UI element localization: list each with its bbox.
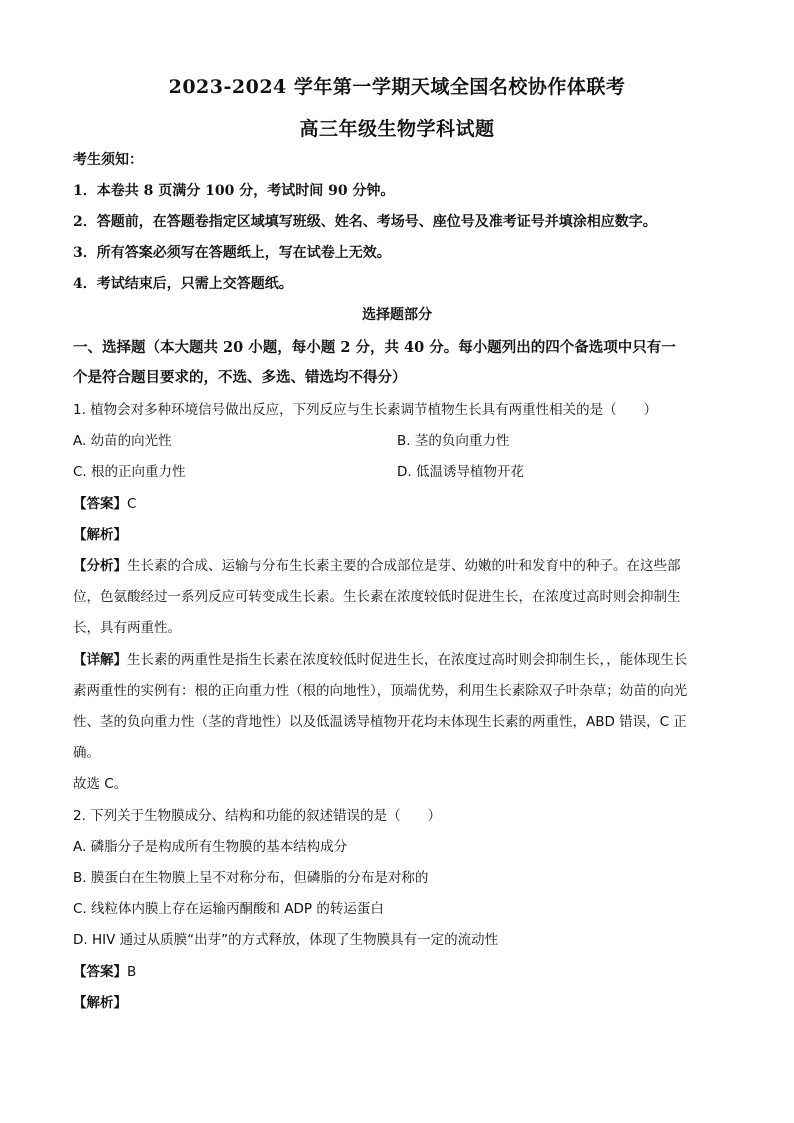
q1-fenxi-line2: 位，色氨酸经过一系列反应可转变成生长素。生长素在浓度较低时促进生长，在浓度过高时则会抑制生 bbox=[73, 589, 681, 605]
q2-answer bbox=[73, 962, 733, 982]
q1-answer bbox=[73, 494, 733, 514]
notice-item-3: 3．所有答案必须写在答题纸上，写在试卷上无效。 bbox=[73, 245, 391, 261]
q1-option-d: D. 低温诱导植物开花 bbox=[397, 464, 524, 480]
answer-value: C bbox=[127, 496, 137, 512]
q1-conclusion: 故选 C。 bbox=[73, 776, 128, 792]
section-instruction-line1: 一、选择题（本大题共 20 小题，每小题 2 分，共 40 分。每小题列出的四个备选项中只有一 bbox=[73, 339, 676, 356]
notice-item-4: 4．考试结束后，只需上交答题纸。 bbox=[73, 276, 293, 292]
notice-heading: 考生须知： bbox=[73, 152, 143, 168]
exam-subtitle: 高三年级生物学科试题 bbox=[299, 118, 495, 140]
q2-analysis-tag: 【解析】 bbox=[73, 995, 127, 1011]
q1-xiangjie-line4: 确。 bbox=[73, 745, 100, 761]
q1-xiangjie-line2: 素两重性的实例有：根的正向重力性（根的向地性），顶端优势，利用生长素除双子叶杂草；幼苗的向光 bbox=[73, 683, 688, 699]
q1-xiangjie-line1 bbox=[73, 650, 733, 670]
q2-option-c: C. 线粒体内膜上存在运输丙酮酸和 ADP 的转运蛋白 bbox=[73, 901, 384, 917]
answer-tag: 【答案】 bbox=[73, 496, 127, 512]
xiangjie-tag: 【详解】 bbox=[73, 652, 127, 668]
q1-analysis-tag: 【解析】 bbox=[73, 527, 127, 543]
q1-stem: 1. 植物会对多种环境信号做出反应，下列反应与生长素调节植物生长具有两重性相关的是（ ） bbox=[73, 402, 658, 418]
section-instruction-line2: 个是符合题目要求的，不选、多选、错选均不得分） bbox=[73, 369, 407, 386]
q1-fenxi-line1 bbox=[73, 556, 733, 576]
fenxi-text: 生长素的合成、运输与分布生长素主要的合成部位是芽、幼嫩的叶和发育中的种子。在这些部 bbox=[127, 558, 681, 574]
q2-option-d: D. HIV 通过从质膜“出芽”的方式释放，体现了生物膜具有一定的流动性 bbox=[73, 932, 499, 948]
q2-option-b: B. 膜蛋白在生物膜上呈不对称分布，但磷脂的分布是对称的 bbox=[73, 870, 429, 886]
notice-item-1: 1．本卷共 8 页满分 100 分，考试时间 90 分钟。 bbox=[73, 183, 395, 199]
notice-item-2: 2．答题前，在答题卷指定区域填写班级、姓名、考场号、座位号及准考证号并填涂相应数字。 bbox=[73, 214, 657, 230]
xiangjie-text: 生长素的两重性是指生长素在浓度较低时促进生长，在浓度过高时则会抑制生长，，能体现生长 bbox=[127, 652, 688, 668]
q1-option-a: A. 幼苗的向光性 bbox=[73, 433, 172, 449]
q1-option-b: B. 茎的负向重力性 bbox=[397, 433, 510, 449]
answer-tag: 【答案】 bbox=[73, 964, 127, 980]
q1-option-c: C. 根的正向重力性 bbox=[73, 464, 186, 480]
answer-value: B bbox=[127, 964, 137, 980]
exam-title: 2023-2024 学年第一学期天域全国名校协作体联考 bbox=[168, 76, 626, 98]
q2-option-a: A. 磷脂分子是构成所有生物膜的基本结构成分 bbox=[73, 839, 348, 855]
section-title: 选择题部分 bbox=[362, 307, 432, 323]
q2-stem: 2. 下列关于生物膜成分、结构和功能的叙述错误的是（ ） bbox=[73, 808, 442, 824]
fenxi-tag: 【分析】 bbox=[73, 558, 127, 574]
q1-xiangjie-line3: 性、茎的负向重力性（茎的背地性）以及低温诱导植物开花均未体现生长素的两重性，ABD 错误，C 正 bbox=[73, 714, 687, 730]
q1-fenxi-line3: 长，具有两重性。 bbox=[73, 620, 181, 636]
